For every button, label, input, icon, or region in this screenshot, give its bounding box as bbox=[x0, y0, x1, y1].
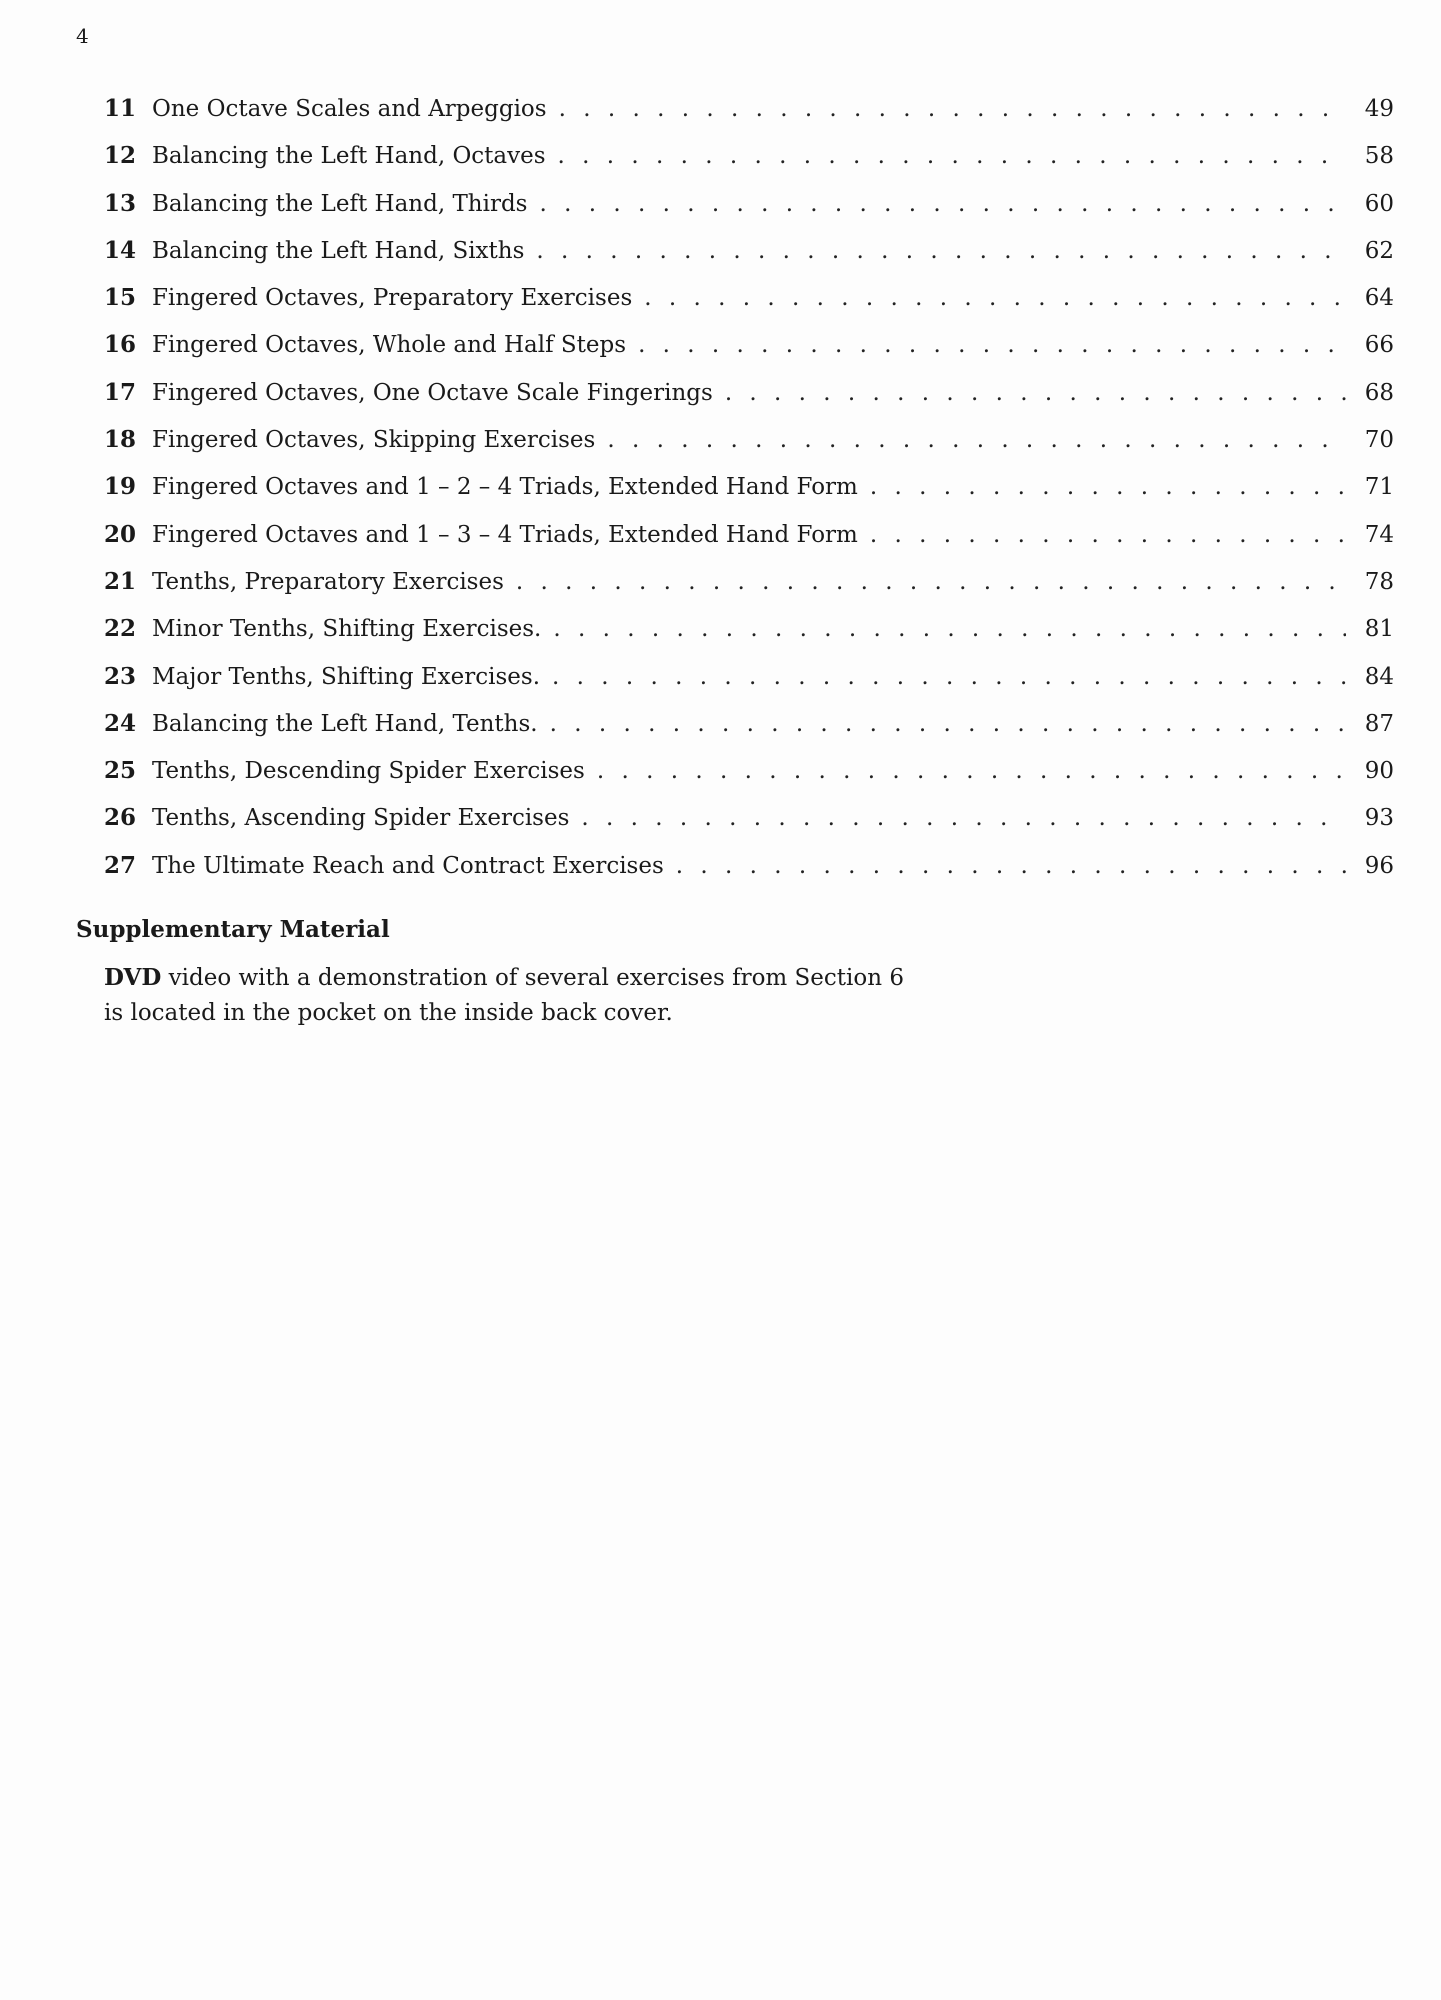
toc-entry-page: 68 bbox=[1364, 379, 1394, 406]
toc-entry-number: 27 bbox=[104, 851, 137, 879]
toc-entry-title: Balancing the Left Hand, Thirds bbox=[152, 190, 528, 217]
toc-entry-title: Fingered Octaves, Skipping Exercises bbox=[152, 427, 596, 454]
toc-entry-page: 84 bbox=[1364, 663, 1394, 690]
toc-entry bbox=[104, 757, 1394, 804]
toc-entry bbox=[104, 521, 1394, 568]
dot-leader bbox=[597, 758, 1346, 784]
dot-leader bbox=[644, 285, 1346, 311]
toc-entry bbox=[104, 852, 1394, 899]
toc-entry-number: 11 bbox=[104, 95, 137, 122]
toc-entry-page: 62 bbox=[1364, 237, 1394, 264]
toc-entry-number: 21 bbox=[104, 567, 137, 595]
toc-entry-title: Fingered Octaves, One Octave Scale Fingerings bbox=[152, 379, 713, 406]
toc-entry-page: 64 bbox=[1364, 285, 1394, 312]
toc-entry bbox=[104, 568, 1394, 615]
toc-entry-number: 25 bbox=[104, 757, 137, 785]
dot-leader bbox=[725, 380, 1346, 406]
toc-entry bbox=[104, 473, 1394, 520]
toc-entry-number: 24 bbox=[104, 709, 137, 737]
toc-entry-page: 71 bbox=[1364, 474, 1394, 501]
toc-entry bbox=[104, 426, 1394, 473]
toc-entry-title: Major Tenths, Shifting Exercises. bbox=[152, 663, 541, 690]
dot-leader bbox=[536, 238, 1346, 264]
dot-leader bbox=[638, 332, 1346, 358]
toc-entry bbox=[104, 190, 1394, 237]
toc-entry-page: 74 bbox=[1364, 521, 1394, 548]
toc-entry-page: 93 bbox=[1364, 805, 1394, 832]
toc-entry-page: 78 bbox=[1364, 568, 1394, 595]
dot-leader bbox=[676, 853, 1346, 879]
toc-entry bbox=[104, 804, 1394, 851]
toc-entry-title: Fingered Octaves, Preparatory Exercises bbox=[152, 285, 633, 312]
toc-entry-title: Fingered Octaves, Whole and Half Steps bbox=[152, 332, 627, 359]
toc-entry-number: 13 bbox=[104, 189, 137, 217]
toc-entry-page: 90 bbox=[1364, 758, 1394, 785]
toc-entry-title: Tenths, Ascending Spider Exercises bbox=[152, 805, 570, 832]
toc-entry-page: 87 bbox=[1364, 710, 1394, 737]
toc-entry-title: Fingered Octaves and 1 – 3 – 4 Triads, Extended Hand Form bbox=[152, 521, 858, 548]
dot-leader bbox=[550, 711, 1346, 737]
dot-leader bbox=[870, 522, 1346, 548]
toc-entry bbox=[104, 142, 1394, 189]
toc-entry-number: 18 bbox=[104, 426, 137, 454]
toc-entry-page: 70 bbox=[1364, 427, 1394, 454]
toc-entry bbox=[104, 710, 1394, 757]
supplementary-text bbox=[104, 960, 1004, 1031]
supplementary-line-1: video with a demonstration of several exercises from Section 6 bbox=[161, 965, 905, 991]
toc-entry-title: Balancing the Left Hand, Tenths. bbox=[152, 710, 538, 737]
supplementary-heading: Supplementary Material bbox=[76, 916, 390, 943]
page-number: 4 bbox=[76, 24, 89, 48]
toc-entry-title: The Ultimate Reach and Contract Exercises bbox=[152, 852, 664, 879]
dot-leader bbox=[607, 427, 1346, 453]
supplementary-line-2: is located in the pocket on the inside back cover. bbox=[104, 1000, 673, 1026]
toc-entry-title: One Octave Scales and Arpeggios bbox=[152, 96, 547, 122]
toc-entry-number: 17 bbox=[104, 378, 137, 406]
toc-entry-number: 19 bbox=[104, 473, 137, 501]
toc-entry-number: 16 bbox=[104, 331, 137, 359]
toc-entry-title: Fingered Octaves and 1 – 2 – 4 Triads, Extended Hand Form bbox=[152, 474, 858, 501]
toc-entry-number: 15 bbox=[104, 284, 137, 312]
toc-entry-title: Minor Tenths, Shifting Exercises. bbox=[152, 616, 542, 643]
toc-entry-number: 23 bbox=[104, 662, 137, 690]
toc-entry bbox=[104, 615, 1394, 662]
dvd-label: DVD bbox=[104, 964, 162, 991]
toc-entry-page: 66 bbox=[1364, 332, 1394, 359]
dot-leader bbox=[870, 474, 1346, 500]
toc-entry bbox=[104, 284, 1394, 331]
toc-entry-page: 96 bbox=[1364, 852, 1394, 879]
dot-leader bbox=[559, 96, 1346, 122]
toc-entry-number: 14 bbox=[104, 236, 137, 264]
toc-entry-number: 20 bbox=[104, 520, 137, 548]
toc-entry-title: Balancing the Left Hand, Sixths bbox=[152, 237, 525, 264]
toc-entry-title: Balancing the Left Hand, Octaves bbox=[152, 143, 546, 170]
toc-entry bbox=[104, 237, 1394, 284]
toc-entry-page: 60 bbox=[1364, 190, 1394, 217]
toc-entry-number: 12 bbox=[104, 142, 137, 170]
toc-entry-page: 81 bbox=[1364, 616, 1394, 643]
toc-entry-page: 58 bbox=[1364, 143, 1394, 170]
table-of-contents bbox=[104, 95, 1394, 899]
toc-entry-page: 49 bbox=[1364, 96, 1394, 122]
dot-leader bbox=[581, 805, 1346, 831]
dot-leader bbox=[558, 143, 1346, 169]
dot-leader bbox=[553, 616, 1346, 642]
toc-entry bbox=[104, 331, 1394, 378]
toc-entry-number: 26 bbox=[104, 804, 137, 832]
toc-entry bbox=[104, 379, 1394, 426]
toc-entry-title: Tenths, Descending Spider Exercises bbox=[152, 758, 585, 785]
toc-entry-title: Tenths, Preparatory Exercises bbox=[152, 568, 504, 595]
toc-entry bbox=[104, 95, 1394, 142]
dot-leader bbox=[552, 664, 1346, 690]
dot-leader bbox=[516, 569, 1346, 595]
toc-entry-number: 22 bbox=[104, 615, 137, 643]
toc-entry bbox=[104, 663, 1394, 710]
dot-leader bbox=[539, 191, 1346, 217]
